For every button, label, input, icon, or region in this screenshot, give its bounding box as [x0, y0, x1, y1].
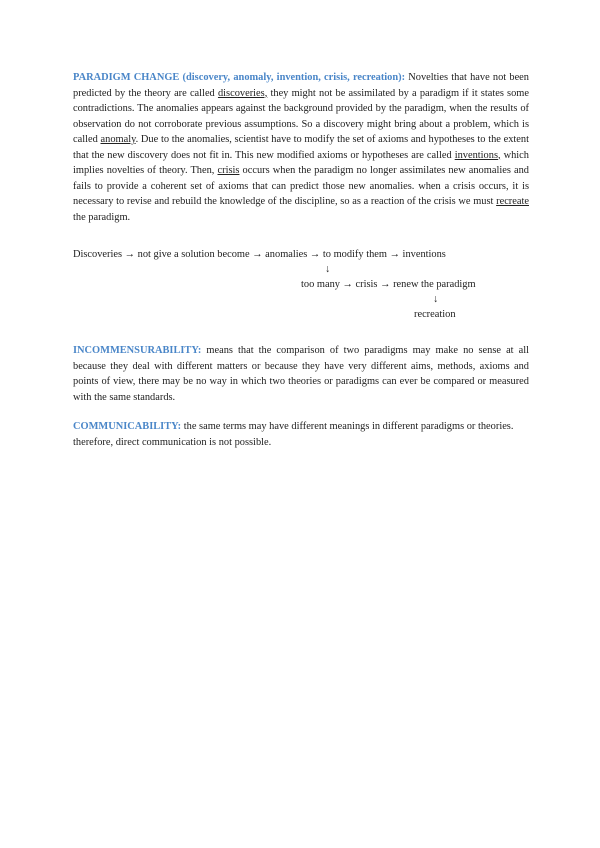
- flow-line-2: too many → crisis → renew the paradigm: [301, 279, 476, 290]
- communicability-text: the same terms may have different meanings in different paradigms or theories. therefore, direct communication is not possible.: [73, 421, 514, 448]
- incommensurability-heading: INCOMMENSURABILITY:: [73, 345, 202, 356]
- paradigm-text-6: the paradigm.: [73, 211, 131, 223]
- term-discoveries: discoveries,: [217, 87, 268, 99]
- flow-line-3: recreation: [414, 309, 456, 320]
- paradigm-text-1: Novelties that have not been predicted by the theory are called: [73, 72, 529, 99]
- paradigm-text-5: occurs when the paradigm no longer assimilates new anomalies and fails to provide a coherent set of axioms that can predict those new anomalies. when a crisis occurs, it is necessary to revise and rebuild the knowledge of the discipline, so as a reaction of the crisis we must: [73, 165, 529, 207]
- incommensurability-paragraph: [73, 343, 529, 405]
- paradigm-text-2: they might not be assimilated by a paradigm if it states some contradictions. The anomalies appears against the background provided by the paradigm, when the results of observation do not corroborate previous assumptions. So a discovery might bring about a problem, which is called: [73, 87, 529, 145]
- paradigm-text-4: which implies novelties of theory. Then,: [73, 149, 529, 176]
- communicability-heading: COMMUNICABILITY:: [73, 421, 182, 432]
- paradigm-change-paragraph: [73, 70, 529, 225]
- document-page: [73, 70, 529, 450]
- term-recreate: recreate: [496, 196, 529, 207]
- flow-line-1: Discoveries → not give a solution become → anomalies → to modify them → inventions: [73, 249, 446, 260]
- term-crisis: crisis: [217, 165, 240, 176]
- incommensurability-text: means that the comparison of two paradigms may make no sense at all because they deal with different matters or because they have very different aims, methods, axioms and points of view, there may be no way in which two theories or paradigms can ever be compared or measured with the same standards.: [73, 345, 529, 403]
- paradigm-change-heading: PARADIGM CHANGE (discovery, anomaly, invention, crisis, recreation):: [73, 72, 406, 83]
- flow-down-arrow-1: ↓: [325, 264, 331, 275]
- paradigm-text-3: . Due to the anomalies, scientist have to modify the set of axioms and hypotheses to the extent that the new discovery does not fit in. This new modified axioms or hypotheses are called: [73, 134, 529, 161]
- paradigm-flow-diagram: [73, 249, 529, 329]
- term-inventions: inventions,: [454, 149, 501, 161]
- term-anomaly: anomaly: [100, 134, 136, 145]
- flow-down-arrow-2: ↓: [433, 294, 439, 305]
- communicability-paragraph: [73, 419, 529, 450]
